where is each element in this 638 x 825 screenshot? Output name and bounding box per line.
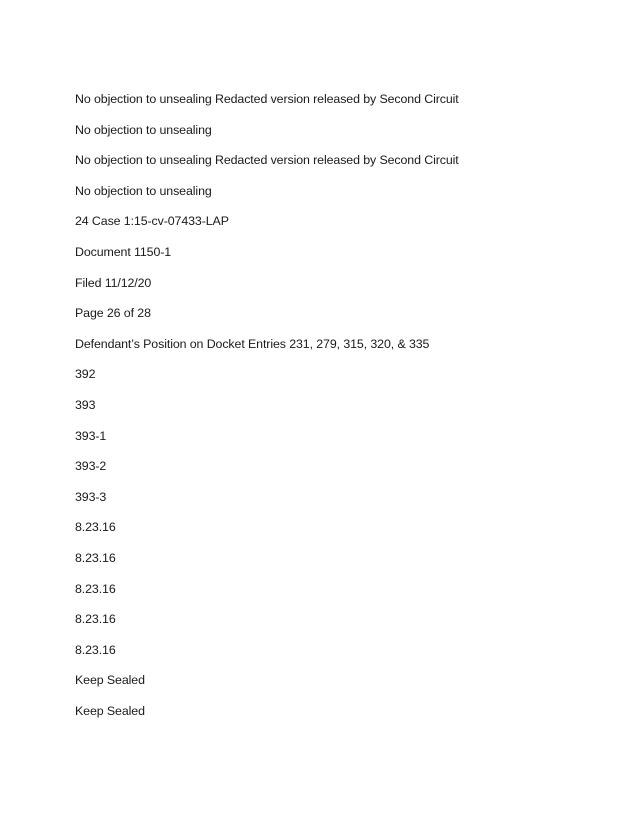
entry-date: 8.23.16	[75, 550, 116, 565]
docket-entry: 393-1	[75, 428, 107, 443]
document-number: Document 1150-1	[75, 244, 172, 259]
text-line-objection-2: No objection to unsealing	[75, 122, 212, 137]
text-lines	[75, 89, 615, 731]
entry-date: 8.23.16	[75, 612, 116, 627]
text-line-objection-3: No objection to unsealing Redacted version released by Second Circuit	[75, 153, 459, 168]
docket-entry: 392	[75, 367, 96, 382]
entry-date: 8.23.16	[75, 642, 116, 657]
filed-date: Filed 11/12/20	[75, 275, 152, 290]
page-number: Page 26 of 28	[75, 306, 151, 321]
sealing-position: Keep Sealed	[75, 673, 145, 688]
docket-entry: 393-3	[75, 489, 107, 504]
case-number: 24 Case 1:15-cv-07433-LAP	[75, 214, 229, 229]
text-line-objection-1: No objection to unsealing Redacted version released by Second Circuit	[75, 92, 459, 106]
text-line-objection-4: No objection to unsealing	[75, 183, 212, 198]
docket-entry: 393-2	[75, 459, 107, 474]
entry-date: 8.23.16	[75, 520, 116, 535]
docket-entry: 393	[75, 397, 96, 412]
sealing-position: Keep Sealed	[75, 703, 145, 718]
defendant-position-heading: Defendant’s Position on Docket Entries 231, 279, 315, 320, & 335	[75, 336, 430, 351]
entry-date: 8.23.16	[75, 581, 116, 596]
